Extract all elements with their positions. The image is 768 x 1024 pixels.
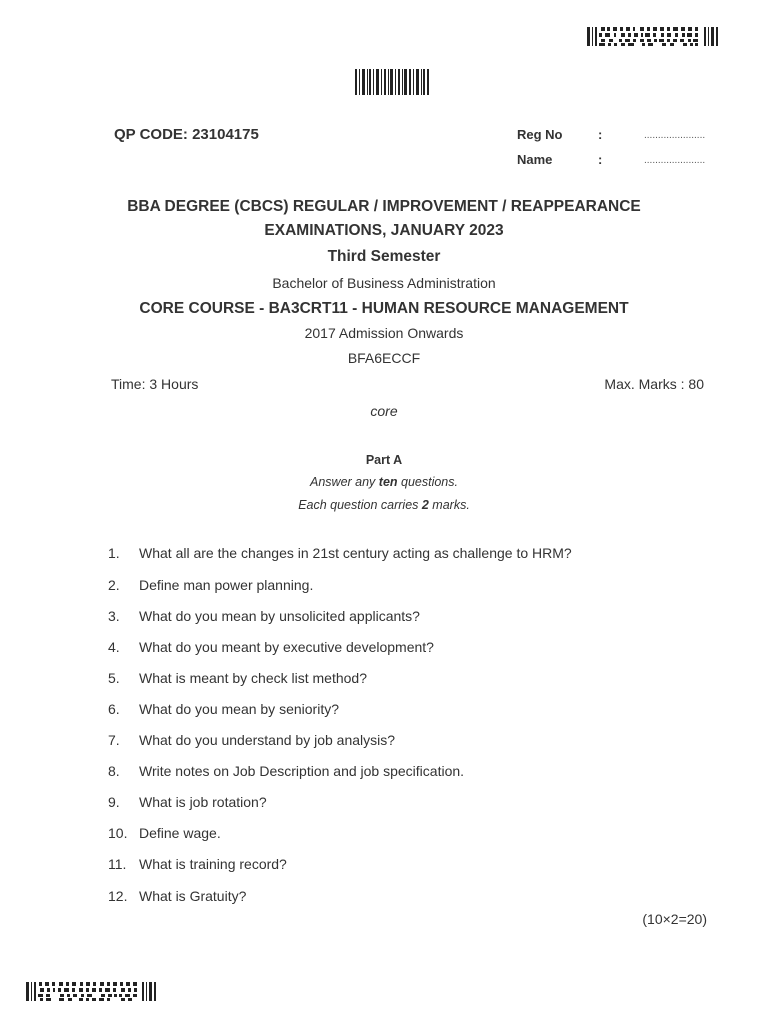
exam-title-line1: BBA DEGREE (CBCS) REGULAR / IMPROVEMENT / REAPPEARANCE	[127, 198, 641, 215]
question-number: 1.	[108, 545, 120, 561]
question-number: 10.	[108, 825, 128, 841]
question-number: 11.	[108, 856, 127, 872]
instruction-2-post: marks.	[428, 498, 470, 512]
question-text: Define wage.	[139, 825, 221, 841]
question-text: What is meant by check list method?	[139, 670, 367, 686]
question-number: 2.	[108, 577, 120, 593]
question-number: 5.	[108, 670, 120, 686]
top-right-barcode-icon	[587, 27, 718, 46]
admission-scheme: 2017 Admission Onwards	[304, 325, 464, 341]
reg-no-label: Reg No	[517, 127, 563, 142]
center-barcode-icon	[355, 69, 429, 95]
paper-code: BFA6ECCF	[347, 350, 421, 366]
question-number: 6.	[108, 701, 120, 717]
qp-code: QP CODE: 23104175	[114, 126, 259, 143]
question-text: What do you understand by job analysis?	[139, 732, 396, 748]
course-title: CORE COURSE - BA3CRT11 - HUMAN RESOURCE MANAGEMENT	[139, 300, 629, 317]
time-allowed: Time: 3 Hours	[111, 376, 199, 392]
question-number: 7.	[108, 732, 120, 748]
semester: Third Semester	[327, 248, 441, 265]
part-a-title: Part A	[365, 453, 403, 467]
instruction-2-pre: Each question carries	[298, 498, 422, 512]
question-text: What do you mean by seniority?	[139, 701, 339, 717]
instruction-1-post: questions.	[397, 475, 458, 489]
question-number: 8.	[108, 763, 120, 779]
instruction-2-marks: 2	[421, 498, 429, 512]
part-a-total-marks: (10×2=20)	[642, 911, 707, 927]
question-text: What do you mean by unsolicited applicants?	[139, 608, 420, 624]
question-text: What is training record?	[139, 856, 287, 872]
name-colon: :	[598, 152, 603, 167]
reg-no-colon: :	[598, 127, 603, 142]
reg-no-blank: ......................	[644, 130, 706, 141]
name-blank: ......................	[644, 155, 706, 166]
max-marks: Max. Marks : 80	[604, 376, 704, 392]
question-number: 12.	[108, 888, 128, 904]
instruction-1-count: ten	[378, 475, 398, 489]
question-number: 3.	[108, 608, 120, 624]
question-text: What is Gratuity?	[139, 888, 247, 904]
part-a-instruction-2	[0, 498, 768, 512]
question-text: What is job rotation?	[139, 794, 267, 810]
course-type: core	[370, 403, 398, 419]
name-label: Name	[517, 152, 553, 167]
programme: Bachelor of Business Administration	[272, 275, 496, 291]
question-text: Define man power planning.	[139, 577, 314, 593]
instruction-1-pre: Answer any	[310, 475, 379, 489]
question-text: What all are the changes in 21st century acting as challenge to HRM?	[139, 545, 572, 561]
question-text: What do you meant by executive development?	[139, 639, 434, 655]
part-a-instruction-1	[0, 475, 768, 489]
exam-title-line2: EXAMINATIONS, JANUARY 2023	[264, 222, 504, 239]
question-number: 9.	[108, 794, 120, 810]
bottom-left-barcode-icon	[26, 982, 157, 1001]
question-text: Write notes on Job Description and job specification.	[139, 763, 465, 779]
question-number: 4.	[108, 639, 120, 655]
